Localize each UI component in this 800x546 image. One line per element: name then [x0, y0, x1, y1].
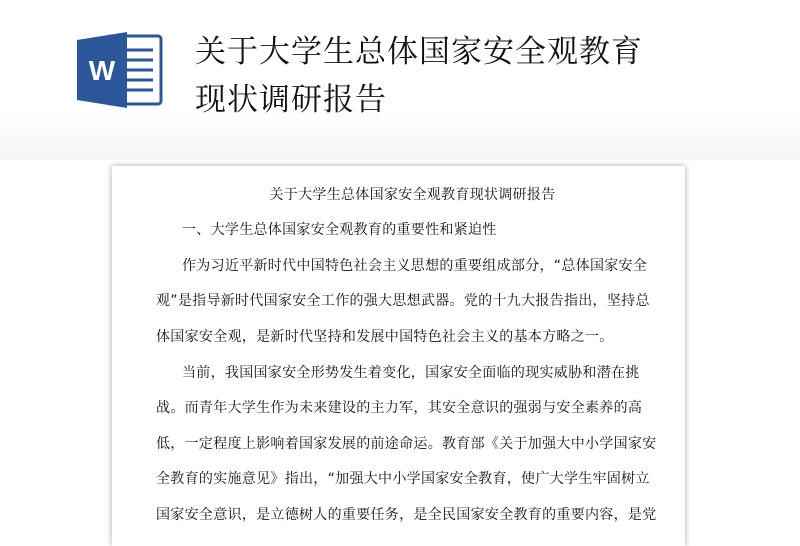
paragraph-line: 低，一定程度上影响着国家发展的前途命运。教育部《关于加强大中小学国家安	[156, 436, 657, 452]
section-heading: 一、大学生总体国家安全观教育的重要性和紧迫性	[182, 222, 497, 238]
paragraph-line: 观”是指导新时代国家安全工作的强大思想武器。党的十九大报告指出，坚持总	[156, 293, 650, 309]
word-icon	[75, 30, 165, 110]
banner-title-line: 关于大学生总体国家安全观教育	[195, 34, 643, 70]
banner-title	[195, 28, 643, 124]
paragraph-line: 当前，我国国家安全形势发生着变化，国家安全面临的现实威胁和潜在挑	[182, 365, 640, 381]
banner-title-line: 现状调研报告	[195, 82, 387, 118]
svg-text:W: W	[88, 55, 116, 86]
paragraph-line: 国家安全意识，是立德树人的重要任务，是全民国家安全教育的重要内容，是党	[156, 507, 657, 523]
paragraph-line: 战。而青年大学生作为未来建设的主力军，其安全意识的强弱与安全素养的高	[156, 400, 643, 416]
header-banner	[0, 0, 800, 160]
paragraph-line: 体国家安全观，是新时代坚持和发展中国特色社会主义的基本方略之一。	[156, 329, 614, 345]
paragraph-line: 作为习近平新时代中国特色社会主义思想的重要组成部分，“总体国家安全	[182, 258, 648, 274]
document-page	[112, 166, 685, 546]
document-title: 关于大学生总体国家安全观教育现状调研报告	[269, 187, 556, 203]
paragraph-line: 全教育的实施意见》指出，“加强大中小学国家安全教育，使广大学生牢固树立	[156, 471, 650, 487]
